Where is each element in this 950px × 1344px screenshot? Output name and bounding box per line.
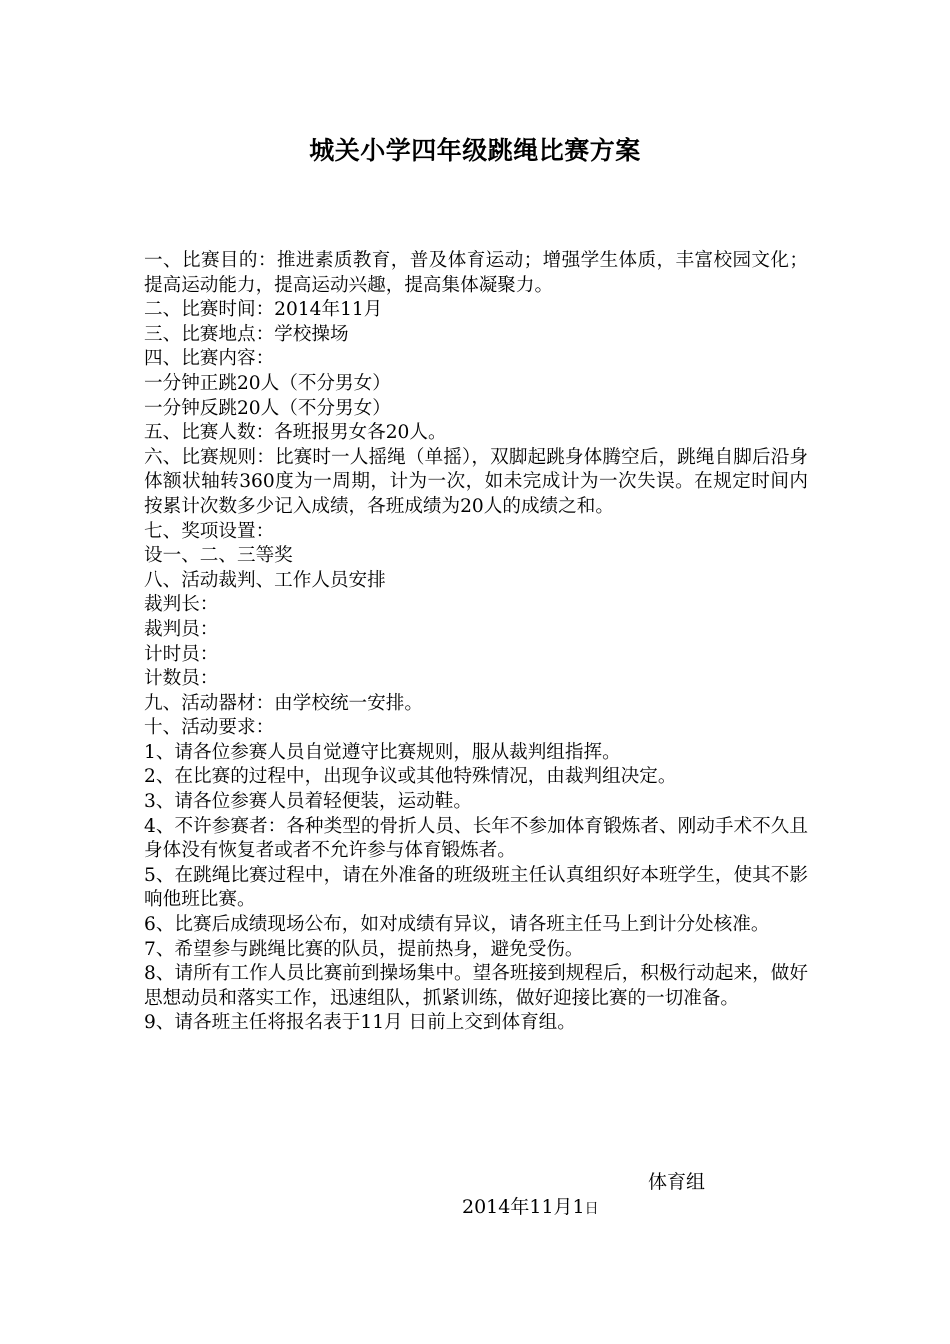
paragraph: 六、比赛规则：比赛时一人摇绳（单摇），双脚起跳身体腾空后，跳绳自脚后沿身体额状轴转360度为一周期，计为一次，如未完成计为一次失误。在规定时间内按累计次数多少记入成绩，各班成绩为20人的成绩之和。: [144, 446, 808, 517]
date-suffix: 日: [584, 1201, 599, 1217]
paragraph: 4、不许参赛者：各种类型的骨折人员、长年不参加体育锻炼者、刚动手术不久且身体没有恢复者或者不允许参与体育锻炼者。: [144, 815, 808, 862]
paragraph: 一分钟正跳20人（不分男女）: [144, 372, 391, 394]
signature-department: 体育组: [648, 1171, 706, 1193]
paragraph: 九、活动器材：由学校统一安排。: [144, 692, 423, 714]
paragraph: 二、比赛时间：2014年11月: [144, 299, 383, 321]
document-title: 城关小学四年级跳绳比赛方案: [309, 136, 641, 165]
paragraph: 设一、二、三等奖: [144, 545, 293, 567]
paragraph: 计数员：: [144, 668, 219, 690]
paragraph: 一分钟反跳20人（不分男女）: [144, 397, 391, 419]
paragraph: 8、请所有工作人员比赛前到操场集中。望各班接到规程后，积极行动起来，做好思想动员和落实工作，迅速组队，抓紧训练，做好迎接比赛的一切准备。: [144, 963, 808, 1009]
paragraph: 裁判长：: [144, 594, 219, 616]
paragraph: 五、比赛人数：各班报男女各20人。: [144, 422, 447, 444]
paragraph: 七、奖项设置：: [144, 520, 275, 542]
paragraph: 十、活动要求：: [144, 717, 275, 739]
signature-date: [462, 1194, 599, 1222]
paragraph: 三、比赛地点：学校操场: [144, 323, 349, 345]
paragraph: 7、希望参与跳绳比赛的队员，提前热身，避免受伤。: [144, 938, 584, 960]
paragraph: 八、活动裁判、工作人员安排: [144, 569, 386, 591]
paragraph: 裁判员：: [144, 618, 219, 640]
paragraph: 3、请各位参赛人员着轻便装，运动鞋。: [144, 791, 472, 813]
document-body: [144, 249, 808, 1036]
paragraph: 1、请各位参赛人员自觉遵守比赛规则，服从裁判组指挥。: [144, 741, 621, 763]
paragraph: 6、比赛后成绩现场公布，如对成绩有异议，请各班主任马上到计分处核准。: [144, 914, 770, 936]
paragraph: 一、比赛目的：推进素质教育，普及体育运动；增强学生体质，丰富校园文化；提高运动能力，提高运动兴趣，提高集体凝聚力。: [144, 250, 808, 296]
date-main: 2014年11月1: [462, 1196, 585, 1218]
paragraph: 四、比赛内容：: [144, 348, 275, 370]
paragraph: 2、在比赛的过程中，出现争议或其他特殊情况，由裁判组决定。: [144, 766, 677, 788]
paragraph: 5、在跳绳比赛过程中，请在外准备的班级班主任认真组织好本班学生，使其不影响他班比赛。: [144, 864, 808, 911]
paragraph: 9、请各班主任将报名表于11月 日前上交到体育组。: [144, 1012, 576, 1034]
paragraph: 计时员：: [144, 643, 219, 665]
